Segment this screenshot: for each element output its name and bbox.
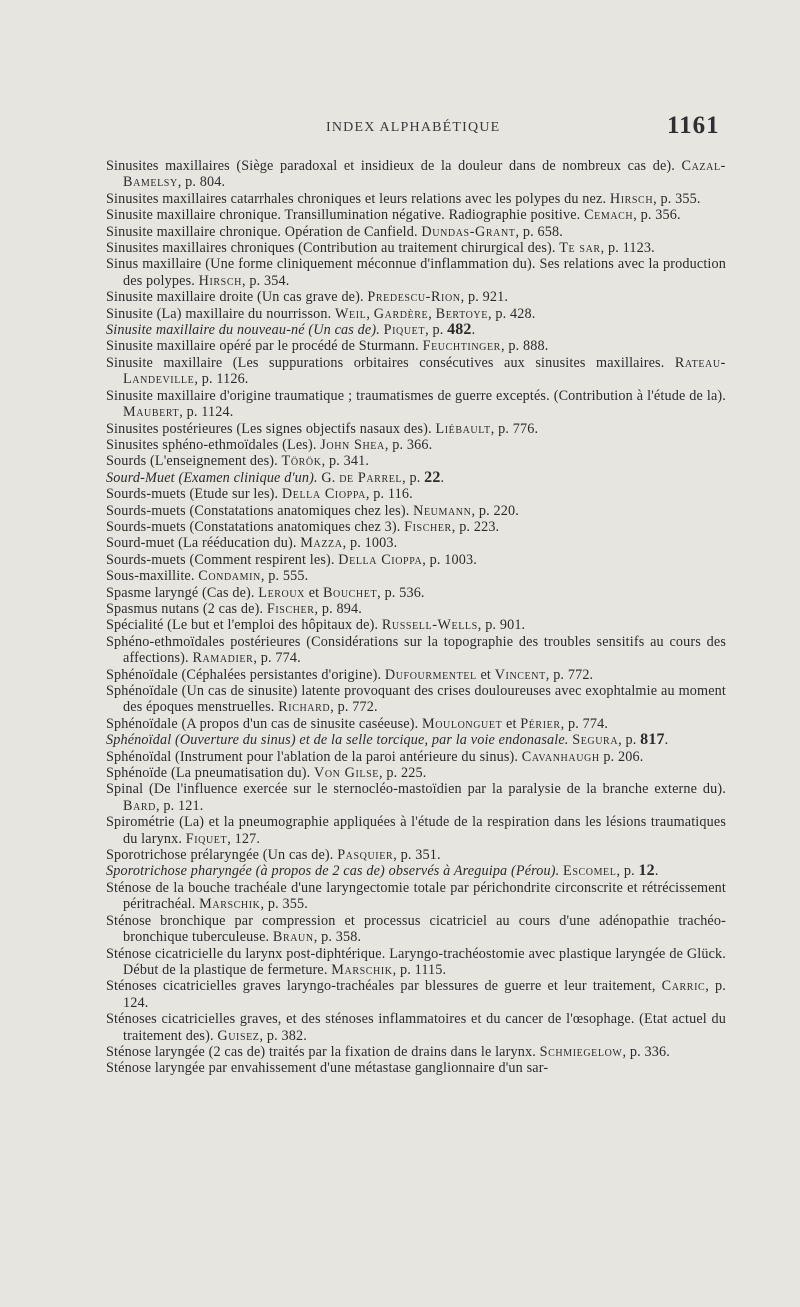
entry-text: Sinus maxillaire (Une forme cliniquement méconnue d'inflammation du). Ses relations avec la production des polypes. <box>106 256 726 289</box>
index-entry <box>106 289 726 305</box>
author-name: Maubert <box>123 404 180 421</box>
index-entry <box>106 207 726 223</box>
entry-text: Sinusites maxillaires catarrhales chroniques et leurs relations avec les polypes du nez. <box>106 190 610 207</box>
index-entry <box>106 585 726 601</box>
entry-text: Sinusites sphéno-ethmoïdales (Les). <box>106 436 321 453</box>
author-name: Hirsch <box>198 272 242 289</box>
author-name: Pasquier <box>337 847 394 864</box>
entry-text: , <box>366 305 374 322</box>
entry-text: , p. 888. <box>500 338 549 355</box>
entry-text: , p. 774. <box>253 650 301 667</box>
entry-text: Sphéno-ethmoïdales postérieures (Considérations sur la topographie des troubles sensitifs au cours des affections). <box>106 633 726 667</box>
entry-text: , p. 1126. <box>194 371 249 388</box>
entry-text: , p. 121. <box>155 797 204 814</box>
author-name: Schmiegelow <box>539 1043 623 1060</box>
author-name: Bertoye <box>435 305 488 322</box>
index-entry <box>106 749 726 765</box>
index-entry <box>106 634 726 667</box>
index-entry <box>106 1044 726 1060</box>
entry-text: Sténose laryngée par envahissement d'une métastase ganglionnaire d'un sar- <box>106 1060 549 1077</box>
entry-text: , p. <box>618 732 641 749</box>
entry-text: Sourds (L'enseignement des). <box>106 453 282 470</box>
entry-text: Sphénoïde (La pneumatisation du). <box>106 765 315 782</box>
entry-text: , p. 536. <box>377 584 425 601</box>
entry-text: , p. 1003. <box>342 535 398 552</box>
author-name: Neumann <box>413 502 472 519</box>
entry-text: , p. 351. <box>393 847 441 864</box>
author-name: Cemach <box>584 207 634 224</box>
author-name: John Shea <box>320 436 385 453</box>
entry-text: Spinal (De l'influence exercée sur le sternocléo-mastoïdien par la paralysie de la branche externe du). <box>106 781 726 798</box>
author-name: Hirsch <box>609 190 654 207</box>
author-name: Bouchet <box>322 584 378 601</box>
author-name: Piquet <box>383 322 426 339</box>
index-entry <box>106 224 726 240</box>
entry-text: , p. 116. <box>365 486 413 503</box>
index-entry <box>106 388 726 421</box>
entry-text: Sinusite maxillaire du nouveau-né (Un cas de). <box>106 322 384 339</box>
index-entry <box>106 191 726 207</box>
author-name: Von Gilse <box>314 765 380 782</box>
page-number: 1161 <box>667 112 720 139</box>
entry-text: , p. 772. <box>330 699 378 716</box>
entry-text: Sporotrichose pharyngée (à propos de 2 cas de) observés à Areguipa (Pérou). <box>106 863 564 880</box>
entry-text: , p. 1115. <box>392 961 447 978</box>
author-name: Te sar <box>559 240 601 257</box>
entry-text: Sourds-muets (Etude sur les). <box>106 486 282 503</box>
entry-text: Spécialité (Le but et l'emploi des hôpitaux de). <box>106 617 382 634</box>
running-title: INDEX ALPHABÉTIQUE <box>326 120 501 135</box>
index-entry <box>106 880 726 913</box>
entry-text: , p. 1003. <box>422 551 477 568</box>
entry-text: Sourd-muet (La rééducation du). <box>106 535 301 552</box>
entry-text: Sinusites postérieures (Les signes objectifs nasaux des). <box>106 420 436 437</box>
entry-text: Spirométrie (La) et la pneumographie appliquées à l'étude de la respiration dans les lésions traumatiques du larynx. <box>106 814 726 847</box>
author-name: Cazal-Bamelsy <box>123 158 726 191</box>
index-entry <box>106 913 726 946</box>
entry-text: Sourds-muets (Comment respirent les). <box>106 551 339 568</box>
entry-text: , p. 355. <box>653 190 701 207</box>
entry-text: , p. 894. <box>314 600 362 617</box>
entry-text: , p. 341. <box>321 453 370 470</box>
author-name: Cavanhaugh <box>521 748 600 765</box>
entry-text: , p. 358. <box>313 929 362 946</box>
entry-text: Spasme laryngé (Cas de). <box>106 584 259 601</box>
entry-text: Sourd-Muet (Examen clinique d'un). <box>106 469 322 486</box>
entry-text: , p. <box>425 322 448 339</box>
index-entry <box>106 470 726 486</box>
author-name: Segura <box>572 732 619 749</box>
entry-text: G. <box>321 469 340 486</box>
index-entry <box>106 667 726 683</box>
index-entry <box>106 716 726 732</box>
index-entry <box>106 535 726 551</box>
author-name: Feuchtinger <box>422 338 501 355</box>
entry-text: , p. 1124. <box>179 404 234 421</box>
entry-text: Sténoses cicatricielles graves, et des sténoses inflammatoires et du cancer de l'œsophage. (Etat actuel du traitement des). <box>106 1011 726 1044</box>
entry-text: . <box>654 863 659 880</box>
entry-text: , p. 921. <box>460 289 509 306</box>
index-entry <box>106 158 726 191</box>
index-entry <box>106 814 726 847</box>
index-entry <box>106 847 726 863</box>
index-entry <box>106 503 726 519</box>
entry-text: Sinusite (La) maxillaire du nourrisson. <box>106 305 336 322</box>
author-name: Escomel <box>563 863 617 880</box>
author-name: Fischer <box>266 600 315 617</box>
entry-text: Sinusite maxillaire chronique. Transillumination négative. Radiographie positive. <box>106 207 585 224</box>
entry-text: Sinusite maxillaire opéré par le procédé de Sturmann. <box>106 338 423 355</box>
entry-text: , p. 356. <box>633 207 681 224</box>
entry-text: Sinusite maxillaire droite (Un cas grave de). <box>106 289 368 306</box>
entry-text: , p. 774. <box>560 715 609 732</box>
entry-text: Sténoses cicatricielles graves laryngo-trachéales par blessures de guerre et leur traitement, <box>106 978 662 995</box>
index-entry <box>106 486 726 502</box>
author-name: Bard <box>123 797 156 814</box>
author-name: Fischer <box>404 518 452 535</box>
page-reference: 817 <box>640 731 665 749</box>
author-name: Rateau-Landeville <box>123 354 726 388</box>
author-name: Ramadier <box>192 650 254 667</box>
index-entry <box>106 978 726 1011</box>
entry-text: Sténose de la bouche trachéale d'une laryngectomie totale par périchondrite circonscrite et rétrécissement péritrachéal. <box>106 879 726 913</box>
index-entry <box>106 256 726 289</box>
index-entry <box>106 1060 726 1076</box>
entry-text: , p. 555. <box>260 568 309 585</box>
page-reference: 482 <box>447 321 472 339</box>
entry-text: et <box>476 666 495 683</box>
entry-text: Sphénoïdale (Un cas de sinusite) latente provoquant des crises douloureuses avec exophtalmie au moment des époques menstruelles. <box>106 683 726 716</box>
index-entry <box>106 683 726 716</box>
entry-text: , <box>428 305 436 322</box>
entry-text: , p. 772. <box>545 666 594 683</box>
entry-text: , p. 366. <box>384 436 433 453</box>
author-name: Carric <box>661 978 706 995</box>
author-name: Vincent <box>494 666 546 683</box>
entry-text: , p. 804. <box>177 174 226 191</box>
index-entry <box>106 617 726 633</box>
author-name: Mazza <box>300 535 343 552</box>
entry-text: , p. <box>402 469 425 486</box>
entry-text: , 127. <box>227 830 261 847</box>
entry-text: Sinusites maxillaires (Siège paradoxal et insidieux de la douleur dans de nombreux cas de). <box>106 158 682 174</box>
author-name: Moulonguet <box>422 715 503 732</box>
author-name: Périer <box>520 715 561 732</box>
index-entry <box>106 601 726 617</box>
entry-text: , p. 124. <box>123 978 726 1011</box>
author-name: Braun <box>272 929 314 946</box>
author-name: Weil <box>335 305 367 322</box>
index-entry <box>106 421 726 437</box>
entry-text: Sinusite maxillaire d'origine traumatique ; traumatismes de guerre exceptés. (Contribution à l'étude de la). <box>106 387 726 404</box>
index-entry <box>106 240 726 256</box>
author-name: Richard <box>278 699 331 716</box>
entry-text: , p. 225. <box>379 765 427 782</box>
entry-text: , p. 658. <box>515 223 563 240</box>
index-entry <box>106 781 726 814</box>
page-reference: 12 <box>638 862 655 880</box>
index-entry <box>106 519 726 535</box>
entry-text: , p. 223. <box>451 518 500 535</box>
author-name: Marschik <box>199 896 261 913</box>
entry-text: Sous-maxillite. <box>106 568 199 585</box>
index-entry <box>106 306 726 322</box>
entry-text: . <box>471 322 476 339</box>
author-name: Della Cioppa <box>338 551 423 568</box>
entry-text: Sténose laryngée (2 cas de) traités par la fixation de drains dans le larynx. <box>106 1043 540 1060</box>
author-name: Condamin <box>198 568 261 585</box>
entry-text: Sourds-muets (Constatations anatomiques chez les). <box>106 502 414 519</box>
author-name: Della Cioppa <box>281 486 366 503</box>
author-name: Fiquet <box>185 830 228 847</box>
index-entries <box>106 158 726 1077</box>
entry-text: Sténose bronchique par compression et processus cicatriciel au cours d'une adénopathie trachéo-bronchique tuberculeuse. <box>106 912 726 946</box>
author-name: Marschik <box>331 961 393 978</box>
index-entry <box>106 946 726 979</box>
index-entry <box>106 765 726 781</box>
entry-text: , p. 336. <box>622 1043 670 1060</box>
entry-text: Spasmus nutans (2 cas de). <box>106 600 267 617</box>
author-name: Leroux <box>258 584 306 601</box>
index-entry <box>106 732 726 748</box>
entry-text: et <box>305 584 323 601</box>
author-name: Török <box>281 453 322 470</box>
entry-text: Sténose cicatricielle du larynx post-diphtérique. Laryngo-trachéostomie avec plastique laryngée de Glück. Début de la plastique de fermeture. <box>106 945 726 978</box>
author-name: de Parrel <box>339 469 403 486</box>
entry-text: , p. 355. <box>260 896 308 913</box>
index-entry <box>106 322 726 338</box>
index-entry <box>106 338 726 354</box>
entry-text: , p. 382. <box>259 1027 307 1044</box>
entry-text: Sinusites maxillaires chroniques (Contribution au traitement chirurgical des). <box>106 240 560 257</box>
author-name: Dufourmentel <box>384 666 477 683</box>
index-entry <box>106 453 726 469</box>
entry-text: Sinusite maxillaire chronique. Opération de Canfield. <box>106 223 422 240</box>
entry-text: Sphénoïdal (Instrument pour l'ablation de la paroi antérieure du sinus). <box>106 748 522 765</box>
author-name: Predescu-Rion <box>367 289 461 306</box>
index-entry <box>106 568 726 584</box>
entry-text: Sinusite maxillaire (Les suppurations orbitaires consécutives aux sinusites maxillaires. <box>106 354 675 371</box>
entry-text: , p. 354. <box>241 272 290 289</box>
entry-text: Sphénoïdale (A propos d'un cas de sinusite caséeuse). <box>106 715 423 732</box>
entry-text: , p. 220. <box>471 502 519 519</box>
entry-text: . <box>664 732 669 749</box>
index-entry <box>106 552 726 568</box>
page-header <box>0 112 800 150</box>
entry-text: et <box>502 715 521 732</box>
entry-text: Sporotrichose prélaryngée (Un cas de). <box>106 847 338 864</box>
author-name: Dundas-Grant <box>421 223 516 240</box>
page-reference: 22 <box>424 468 441 486</box>
entry-text: p. 206. <box>599 748 644 765</box>
author-name: Gardère <box>373 305 429 322</box>
author-name: Guisez <box>217 1027 260 1044</box>
index-entry <box>106 437 726 453</box>
entry-text: Sphénoïdale (Céphalées persistantes d'origine). <box>106 666 385 683</box>
index-entry <box>106 355 726 388</box>
entry-text: Sourds-muets (Constatations anatomiques chez 3). <box>106 518 405 535</box>
entry-text: , p. 901. <box>477 617 526 634</box>
author-name: Liébault <box>435 420 491 437</box>
entry-text: , p. 776. <box>490 420 539 437</box>
entry-text: , p. 1123. <box>600 240 655 257</box>
entry-text: Sphénoïdal (Ouverture du sinus) et de la selle torcique, par la voie endonasale. <box>106 732 573 749</box>
entry-text: , p. <box>616 863 639 880</box>
index-entry <box>106 863 726 879</box>
entry-text: . <box>440 469 445 486</box>
entry-text: , p. 428. <box>487 305 536 322</box>
index-entry <box>106 1011 726 1044</box>
author-name: Russell-Wells <box>381 617 478 634</box>
